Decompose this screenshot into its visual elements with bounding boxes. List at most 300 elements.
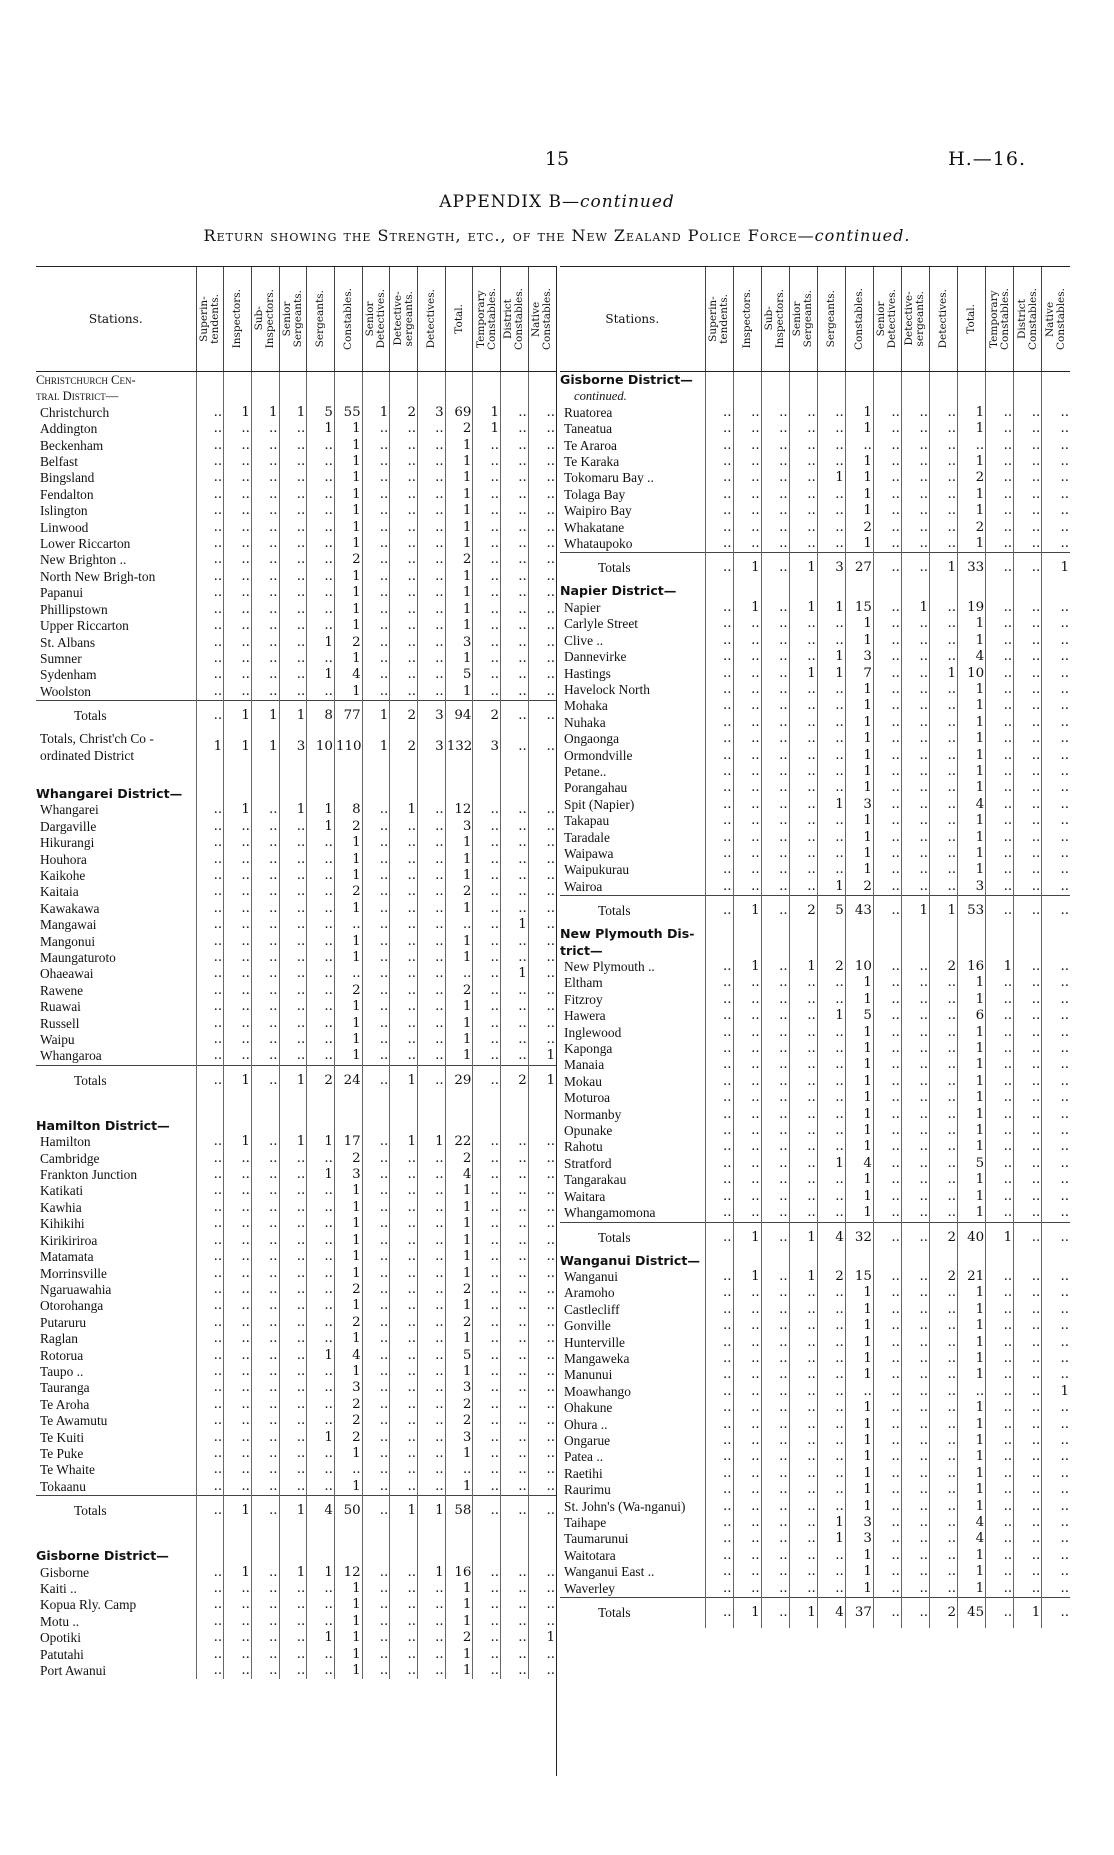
value-cell: .. — [901, 731, 929, 747]
value-cell: .. — [873, 1466, 901, 1482]
value-cell: .. — [901, 649, 929, 665]
station-name: Tokaanu — [40, 1478, 86, 1494]
value-cell: .. — [873, 649, 901, 665]
value-cell: .. — [789, 503, 817, 519]
value-cell: .. — [473, 1167, 501, 1183]
value-cell: .. — [279, 618, 307, 634]
value-cell: 5 — [958, 1156, 986, 1172]
value-cell: 2 — [390, 731, 418, 764]
column-header-label: Constables. — [852, 287, 865, 350]
value-cell: .. — [501, 1249, 529, 1265]
value-cell: .. — [705, 1025, 733, 1041]
value-cell: .. — [390, 651, 418, 667]
value-cell: .. — [761, 1449, 789, 1465]
value-cell — [986, 388, 1014, 404]
value-cell: .. — [733, 715, 761, 731]
station-name: Raglan — [40, 1331, 78, 1347]
value-cell: 1 — [334, 438, 362, 454]
district-continued-label: continued. — [574, 389, 627, 404]
right-header-col-8 — [901, 267, 929, 372]
value-cell: .. — [705, 649, 733, 665]
value-cell: 2 — [445, 552, 473, 568]
table-row — [560, 1008, 1070, 1024]
value-cell: .. — [334, 966, 362, 982]
station-name: Whangaroa — [40, 1048, 102, 1064]
value-cell: .. — [473, 1200, 501, 1216]
value-cell: .. — [362, 536, 390, 552]
value-cell: .. — [251, 983, 279, 999]
value-cell: .. — [418, 966, 446, 982]
table-row — [560, 487, 1070, 503]
value-cell: .. — [986, 1156, 1014, 1172]
value-cell: .. — [528, 454, 556, 470]
value-cell: .. — [845, 1384, 873, 1400]
value-cell: .. — [362, 438, 390, 454]
value-cell: .. — [501, 1216, 529, 1232]
value-cell: 4 — [958, 797, 986, 813]
value-cell: .. — [705, 764, 733, 780]
value-cell: .. — [307, 1315, 335, 1331]
value-cell: .. — [279, 1048, 307, 1065]
value-cell: .. — [733, 1041, 761, 1057]
value-cell: .. — [1042, 959, 1070, 975]
value-cell — [901, 372, 929, 389]
value-cell: 1 — [334, 651, 362, 667]
value-cell: 1 — [845, 405, 873, 421]
value-cell: .. — [501, 1430, 529, 1446]
value-cell: .. — [279, 983, 307, 999]
value-cell: .. — [901, 1057, 929, 1073]
table-row — [560, 536, 1070, 553]
value-cell: .. — [986, 1123, 1014, 1139]
value-cell: .. — [528, 701, 556, 732]
value-cell: 10 — [958, 666, 986, 682]
value-cell: .. — [873, 1417, 901, 1433]
value-cell: .. — [817, 1400, 845, 1416]
value-cell: .. — [789, 649, 817, 665]
table-row — [36, 852, 556, 868]
value-cell: .. — [761, 503, 789, 519]
value-cell — [251, 372, 279, 389]
value-cell: .. — [1014, 1189, 1042, 1205]
document-reference: H.—16. — [948, 148, 1026, 170]
value-cell: .. — [733, 1400, 761, 1416]
value-cell: .. — [196, 1364, 224, 1380]
value-cell: .. — [789, 1074, 817, 1090]
value-cell: 2 — [445, 421, 473, 437]
value-cell: 2 — [334, 884, 362, 900]
spacer-row — [36, 1526, 556, 1548]
value-cell: .. — [196, 1167, 224, 1183]
station-name: Kaponga — [564, 1041, 613, 1057]
value-cell: 1 — [958, 748, 986, 764]
value-cell: .. — [1014, 1074, 1042, 1090]
value-cell: 1 — [224, 701, 252, 732]
value-cell — [362, 372, 390, 389]
table-row — [560, 1205, 1070, 1222]
value-cell: .. — [279, 1462, 307, 1478]
value-cell — [705, 943, 733, 959]
value-cell: 1 — [279, 1134, 307, 1150]
value-cell: .. — [418, 454, 446, 470]
value-cell: .. — [1042, 1074, 1070, 1090]
value-cell: .. — [224, 1200, 252, 1216]
page-number: 15 — [544, 148, 570, 170]
value-cell: .. — [307, 934, 335, 950]
value-cell: .. — [224, 1364, 252, 1380]
value-cell: .. — [501, 1496, 529, 1527]
value-cell: .. — [845, 438, 873, 454]
value-cell: .. — [986, 896, 1014, 927]
value-cell: 1 — [958, 1482, 986, 1498]
column-header-label: Native Constables. — [530, 287, 554, 350]
value-cell: .. — [873, 1025, 901, 1041]
value-cell — [761, 372, 789, 389]
value-cell: .. — [390, 454, 418, 470]
value-cell: 1 — [528, 1630, 556, 1646]
totals-row — [36, 1496, 556, 1527]
value-cell: .. — [251, 421, 279, 437]
table-row — [36, 470, 556, 486]
value-cell: 1 — [958, 1581, 986, 1598]
value-cell: .. — [1014, 1581, 1042, 1598]
table-row — [560, 862, 1070, 878]
spacer-cell — [445, 1526, 473, 1548]
value-cell: .. — [1014, 1156, 1042, 1172]
value-cell — [279, 1548, 307, 1564]
value-cell: 16 — [958, 959, 986, 975]
value-cell: 1 — [733, 1222, 761, 1253]
value-cell: .. — [1042, 1581, 1070, 1598]
value-cell: 1 — [362, 405, 390, 421]
value-cell: .. — [501, 487, 529, 503]
value-cell: 1 — [845, 1107, 873, 1123]
value-cell: .. — [224, 1266, 252, 1282]
value-cell: .. — [761, 1499, 789, 1515]
value-cell: .. — [761, 992, 789, 1008]
table-row — [36, 983, 556, 999]
value-cell: 1 — [528, 1065, 556, 1096]
value-cell: .. — [901, 1123, 929, 1139]
value-cell — [501, 388, 529, 404]
table-row — [560, 503, 1070, 519]
value-cell: 1 — [418, 1565, 446, 1581]
value-cell: .. — [390, 438, 418, 454]
district-heading-row — [560, 388, 1070, 404]
value-cell: .. — [418, 819, 446, 835]
value-cell: .. — [251, 1614, 279, 1630]
table-row — [560, 830, 1070, 846]
value-cell: .. — [930, 813, 958, 829]
value-cell: .. — [390, 1348, 418, 1364]
station-name: Whataupoko — [564, 536, 633, 552]
value-cell: .. — [390, 983, 418, 999]
value-cell: 1 — [817, 1531, 845, 1547]
value-cell: 1 — [789, 666, 817, 682]
value-cell — [224, 388, 252, 404]
value-cell: .. — [761, 780, 789, 796]
value-cell — [705, 583, 733, 599]
value-cell: .. — [761, 698, 789, 714]
value-cell: 2 — [390, 701, 418, 732]
value-cell: .. — [733, 1482, 761, 1498]
value-cell: .. — [390, 884, 418, 900]
value-cell: 16 — [445, 1565, 473, 1581]
value-cell: .. — [1042, 1139, 1070, 1155]
value-cell: .. — [930, 1499, 958, 1515]
table-row — [36, 487, 556, 503]
value-cell: .. — [473, 983, 501, 999]
value-cell: .. — [196, 1266, 224, 1282]
value-cell: .. — [901, 1156, 929, 1172]
table-row — [560, 1335, 1070, 1351]
value-cell: .. — [705, 503, 733, 519]
value-cell: 3 — [418, 405, 446, 421]
value-cell: .. — [390, 470, 418, 486]
station-name: Kaitaia — [40, 884, 79, 900]
value-cell: .. — [334, 1462, 362, 1478]
value-cell: .. — [761, 682, 789, 698]
station-name: Tolaga Bay — [564, 486, 626, 502]
value-cell: .. — [528, 1446, 556, 1462]
spacer-cell — [418, 1526, 446, 1548]
value-cell: .. — [251, 1630, 279, 1646]
spacer-cell — [196, 1526, 224, 1548]
value-cell: .. — [390, 1151, 418, 1167]
value-cell: .. — [733, 1123, 761, 1139]
value-cell: .. — [1014, 797, 1042, 813]
table-row — [36, 1462, 556, 1478]
value-cell: .. — [761, 1139, 789, 1155]
value-cell: .. — [901, 830, 929, 846]
value-cell: .. — [224, 1016, 252, 1032]
value-cell: .. — [307, 1413, 335, 1429]
value-cell: .. — [390, 520, 418, 536]
value-cell: .. — [251, 917, 279, 933]
value-cell: .. — [418, 585, 446, 601]
value-cell: .. — [789, 731, 817, 747]
value-cell: 1 — [445, 1249, 473, 1265]
value-cell: .. — [224, 1581, 252, 1597]
table-row — [560, 682, 1070, 698]
value-cell: .. — [1042, 748, 1070, 764]
value-cell — [901, 1253, 929, 1269]
table-row — [36, 1397, 556, 1413]
value-cell: .. — [362, 1167, 390, 1183]
value-cell: .. — [930, 1367, 958, 1383]
value-cell: .. — [224, 1446, 252, 1462]
value-cell: .. — [473, 1282, 501, 1298]
station-name: Ohura .. — [564, 1416, 608, 1432]
value-cell: 55 — [334, 405, 362, 421]
value-cell: .. — [251, 520, 279, 536]
value-cell: .. — [873, 1222, 901, 1253]
value-cell: .. — [873, 879, 901, 896]
station-name: Spit (Napier) — [564, 796, 635, 812]
value-cell: .. — [733, 748, 761, 764]
value-cell: 1 — [445, 1216, 473, 1232]
value-cell: .. — [224, 966, 252, 982]
table-row — [36, 1282, 556, 1298]
value-cell: .. — [733, 1564, 761, 1580]
value-cell: .. — [1014, 862, 1042, 878]
value-cell: .. — [1042, 487, 1070, 503]
value-cell: .. — [789, 1302, 817, 1318]
value-cell: .. — [873, 975, 901, 991]
value-cell: .. — [705, 616, 733, 632]
value-cell — [279, 372, 307, 389]
value-cell — [789, 388, 817, 404]
value-cell: .. — [224, 1397, 252, 1413]
value-cell: .. — [501, 1565, 529, 1581]
value-cell: 2 — [445, 983, 473, 999]
value-cell: .. — [873, 1515, 901, 1531]
value-cell: .. — [1014, 813, 1042, 829]
value-cell: 1 — [334, 1216, 362, 1232]
table-row — [560, 438, 1070, 454]
value-cell: .. — [501, 454, 529, 470]
value-cell: 1 — [958, 421, 986, 437]
value-cell: .. — [279, 1315, 307, 1331]
value-cell: .. — [362, 1630, 390, 1646]
value-cell: .. — [986, 633, 1014, 649]
value-cell: .. — [224, 917, 252, 933]
table-row — [36, 1183, 556, 1199]
station-name: Inglewood — [564, 1024, 622, 1040]
value-cell: .. — [705, 830, 733, 846]
table-row — [36, 667, 556, 683]
value-cell — [986, 372, 1014, 389]
value-cell: .. — [528, 1331, 556, 1347]
value-cell — [418, 372, 446, 389]
value-cell: 1 — [390, 1496, 418, 1527]
value-cell: 1 — [930, 896, 958, 927]
value-cell: 1 — [845, 1335, 873, 1351]
value-cell: .. — [528, 520, 556, 536]
value-cell: .. — [196, 651, 224, 667]
spacer-cell — [528, 1526, 556, 1548]
value-cell: .. — [930, 992, 958, 1008]
value-cell — [418, 786, 446, 802]
value-cell: .. — [307, 585, 335, 601]
value-cell: .. — [789, 1449, 817, 1465]
station-name: Whakatane — [564, 519, 625, 535]
value-cell: .. — [873, 731, 901, 747]
value-cell: .. — [789, 454, 817, 470]
value-cell — [445, 1118, 473, 1134]
value-cell: .. — [761, 830, 789, 846]
value-cell: .. — [1014, 1367, 1042, 1383]
value-cell — [705, 388, 733, 404]
value-cell: .. — [817, 731, 845, 747]
value-cell: 1 — [845, 454, 873, 470]
value-cell: 1 — [334, 1581, 362, 1597]
spacer-cell — [473, 764, 501, 786]
table-row — [560, 1025, 1070, 1041]
value-cell: .. — [705, 1107, 733, 1123]
value-cell: 15 — [845, 1269, 873, 1285]
value-cell: .. — [528, 684, 556, 701]
value-cell: .. — [251, 1446, 279, 1462]
station-name: Waipiro Bay — [564, 503, 632, 519]
value-cell: .. — [705, 992, 733, 1008]
value-cell: .. — [224, 1413, 252, 1429]
value-cell: .. — [901, 1139, 929, 1155]
value-cell: .. — [418, 983, 446, 999]
value-cell: .. — [1014, 959, 1042, 975]
value-cell: .. — [362, 1233, 390, 1249]
station-name: Te Awamutu — [40, 1413, 108, 1429]
value-cell: .. — [901, 405, 929, 421]
value-cell: 1 — [845, 1466, 873, 1482]
value-cell: .. — [224, 503, 252, 519]
value-cell: .. — [930, 600, 958, 616]
value-cell: .. — [418, 917, 446, 933]
value-cell: .. — [986, 438, 1014, 454]
station-name: Bingsland — [40, 470, 95, 486]
value-cell: .. — [390, 1581, 418, 1597]
value-cell: 1 — [445, 520, 473, 536]
station-name: Raurimu — [564, 1482, 611, 1498]
value-cell: .. — [224, 1597, 252, 1613]
value-cell: .. — [362, 1647, 390, 1663]
value-cell: 1 — [845, 764, 873, 780]
value-cell: .. — [873, 1074, 901, 1090]
value-cell: 1 — [224, 802, 252, 818]
value-cell: .. — [817, 1318, 845, 1334]
table-row — [560, 405, 1070, 421]
column-header-label: Temporary Constables. — [987, 287, 1011, 350]
value-cell: .. — [251, 470, 279, 486]
station-name: Mangaweka — [564, 1350, 630, 1366]
value-cell: .. — [761, 879, 789, 896]
value-cell: .. — [279, 1016, 307, 1032]
value-cell: 32 — [845, 1222, 873, 1253]
value-cell: .. — [501, 651, 529, 667]
value-cell: .. — [789, 1156, 817, 1172]
station-name: Totals — [560, 896, 705, 927]
value-cell: .. — [761, 1302, 789, 1318]
spacer-cell — [224, 1526, 252, 1548]
value-cell — [196, 1118, 224, 1134]
value-cell: .. — [279, 868, 307, 884]
value-cell: .. — [901, 1466, 929, 1482]
value-cell: 2 — [334, 1315, 362, 1331]
value-cell: .. — [789, 975, 817, 991]
value-cell: 1 — [958, 780, 986, 796]
value-cell: .. — [528, 569, 556, 585]
value-cell: .. — [733, 487, 761, 503]
value-cell: .. — [418, 901, 446, 917]
value-cell: .. — [1014, 1335, 1042, 1351]
value-cell: 1 — [958, 1564, 986, 1580]
value-cell: 5 — [307, 405, 335, 421]
value-cell: .. — [501, 852, 529, 868]
station-name: Gisborne — [40, 1564, 90, 1580]
value-cell: 1 — [958, 1285, 986, 1301]
value-cell: .. — [390, 835, 418, 851]
value-cell: .. — [986, 830, 1014, 846]
value-cell: 1 — [958, 698, 986, 714]
left-header-col-1 — [196, 267, 224, 372]
value-cell: .. — [390, 1364, 418, 1380]
value-cell: .. — [418, 487, 446, 503]
value-cell: .. — [196, 1597, 224, 1613]
value-cell: .. — [733, 1139, 761, 1155]
station-name: Kawhia — [40, 1199, 82, 1215]
value-cell: 1 — [1014, 1598, 1042, 1629]
value-cell: .. — [986, 503, 1014, 519]
